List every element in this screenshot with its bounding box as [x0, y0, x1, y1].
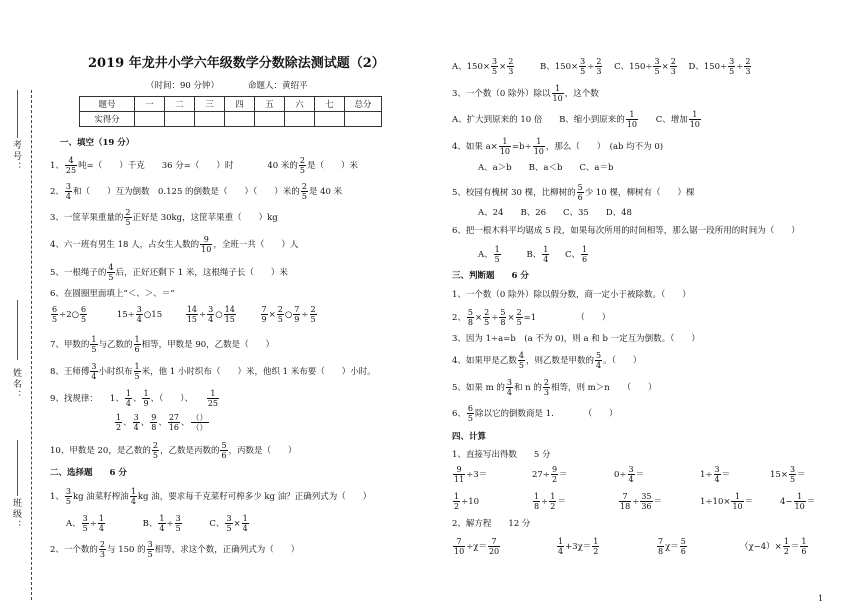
- score-header-cell: 二: [165, 97, 195, 112]
- exam-author: 命题人：黄绍平: [248, 81, 308, 91]
- choice-q1-options: A、 $\frac{3}{5}$ ÷ $\frac{1}{4}$ B、 $\frac{1}{4}$ ÷ $\frac{3}{5}$ C、 $\frac{3}{5}$ × $\frac{1}{4}$: [66, 514, 248, 533]
- name-label: 姓名：: [11, 368, 21, 401]
- score-cell: [345, 112, 382, 127]
- choice-q3: 3、一个数（0 除外）除以 $\frac{1}{10}$ ，这个数: [452, 84, 599, 103]
- section-fill-heading: 一、填空（19 分）: [60, 138, 135, 148]
- score-header-cell: 题号: [80, 97, 135, 112]
- calc-sub1-heading: 1、直接写出得数 5 分: [452, 450, 551, 460]
- score-header-cell: 一: [135, 97, 165, 112]
- score-cell: [255, 112, 285, 127]
- judge-q4: 4、如果甲是乙数 $\frac{4}{5}$ ，则乙数是甲数的 $\frac{5}{4}$ 。（ ）: [452, 351, 642, 370]
- calc-row2: $\frac{1}{2}$ ÷10 $\frac{1}{8}$ ÷ $\frac{1}{2}$ ＝ $\frac{7}{18}$ ÷ $\frac{35}{36}$ ＝ 1÷10× $\frac{1}{10}$ ＝ 4− $\frac{1}{10}$ ＝: [454, 492, 816, 511]
- section-judge-heading: 三、判断题 6 分: [452, 271, 529, 281]
- judge-q6: 6、 $\frac{6}{5}$ 除以它的倒数商是 1. （ ）: [452, 404, 618, 423]
- name-line: [17, 300, 18, 360]
- fill-q1: 1、 $\frac{4}{25}$ 吨=（ ）千克 36 分=（ ）时 40 米的 $\frac{2}{5}$ 是（ ）米: [50, 156, 359, 175]
- choice-q4: 4、如果 a× $\frac{1}{10}$ =b÷ $\frac{1}{10}$ ，那么（ ） (ab 均不为 0): [452, 137, 664, 156]
- judge-q5: 5、如果 m 的 $\frac{3}{4}$ 和 n 的 $\frac{2}{3}$ 相等，则 m＞n （ ）: [452, 378, 657, 397]
- score-header-cell: 四: [225, 97, 255, 112]
- score-table: [79, 96, 382, 127]
- binding-strip: [0, 0, 38, 614]
- score-row-label: 实得分: [80, 112, 135, 127]
- choice-q1: 1、 $\frac{3}{5}$ kg 油菜籽榨油 $\frac{1}{4}$ kg 油，要求每千克菜籽可榨多少 kg 油？正确列式为（ ）: [50, 487, 372, 506]
- choice-q3-options: A、扩大到原来的 10 倍 B、缩小到原来的 $\frac{1}{10}$ C、增加 $\frac{1}{10}$: [452, 110, 700, 129]
- judge-q3: 3、因为 1÷a=b (a 不为 0)，则 a 和 b 一定互为倒数。（ ）: [452, 334, 700, 344]
- score-header-cell: 三: [195, 97, 225, 112]
- fill-q9-row2: $\frac{1}{2}$ 、 $\frac{3}{4}$ 、 $\frac{9}{8}$ 、 $\frac{27}{16}$ 、 $\frac{()}{()}$: [116, 413, 208, 432]
- score-cell: [135, 112, 165, 127]
- score-cell: [285, 112, 315, 127]
- exam-no-line: [17, 90, 18, 138]
- score-header-cell: 七: [315, 97, 345, 112]
- score-table-header-row: [80, 97, 382, 112]
- exam-time: （时间：90 分钟）: [146, 81, 220, 91]
- fill-q10: 10、甲数是 20，是乙数的 $\frac{2}{5}$ ，乙数是丙数的 $\frac{5}{6}$ ，丙数是（ ）: [50, 441, 297, 460]
- fill-q9-row1: 9、找规律： 1、 $\frac{1}{4}$ 、 $\frac{1}{9}$ 、（ ）、 $\frac{1}{25}$: [50, 389, 218, 408]
- choice-q5: 5、校园有槐树 30 棵，比柳树的 $\frac{5}{6}$ 少 10 棵，柳树有（ ）棵: [452, 183, 695, 202]
- fill-q5: 5、一根绳子的 $\frac{4}{5}$ 后，正好还剩下 1 米，这根绳子长（ ）米: [50, 263, 288, 282]
- score-header-cell: 总分: [345, 97, 382, 112]
- choice-q6-options: A、 $\frac{1}{5}$ B、 $\frac{1}{4}$ C、 $\frac{1}{6}$: [478, 245, 588, 264]
- class-label: 班级：: [11, 498, 21, 531]
- choice-q2-options: A、150× $\frac{3}{5}$ × $\frac{2}{3}$ B、150× $\frac{3}{5}$ ÷ $\frac{2}{3}$ C、150÷ $\frac{3}{5}$ × $\frac{2}{3}$ D、150÷ $\frac{3}{5}$ ÷ $\frac{2}{3}$: [452, 57, 751, 76]
- score-cell: [315, 112, 345, 127]
- exam-title: 2019 年龙井小学六年级数学分数除法测试题（2）: [88, 56, 385, 71]
- fill-q7: 7、甲数的 $\frac{1}{5}$ 与乙数的 $\frac{1}{6}$ 相等，甲数是 90，乙数是（ ）: [50, 335, 275, 354]
- choice-q6: 6、把一根木料平均锯成 5 段，如果每次所用的时间相等，那么锯一段所用的时间为（ ）: [452, 226, 800, 236]
- page-number: 1: [818, 594, 824, 603]
- choice-q2: 2、一个数的 $\frac{2}{3}$ 与 150 的 $\frac{3}{5}$ 相等，求这个数，正确列式为（ ）: [50, 540, 300, 559]
- calc-equations: $\frac{7}{10}$ ÷χ＝ $\frac{7}{20}$ $\frac{1}{4}$ +3χ＝ $\frac{1}{2}$ $\frac{7}{8}$ χ＝ $\frac{5}{6}$ （χ−4）× $\frac{1}{2}$ ＝ $\frac{1}{6}$: [454, 537, 807, 556]
- score-header-cell: 五: [255, 97, 285, 112]
- section-choice-heading: 二、选择题 6 分: [50, 468, 127, 478]
- section-calc-heading: 四、计算: [452, 432, 487, 442]
- binding-dashed-line: [31, 90, 32, 600]
- choice-q4-options: A、a＞b B、a＜b C、a＝b: [478, 163, 614, 173]
- fill-q4: 4、六一班有男生 18 人，占女生人数的 $\frac{9}{10}$ ，全班一共（ ）人: [50, 235, 299, 254]
- class-line: [17, 440, 18, 496]
- score-table-score-row: [80, 112, 382, 127]
- fill-q2: 2、 $\frac{3}{4}$ 和（ ）互为倒数 0.125 的倒数是（ ）（ ）米的 $\frac{2}{5}$ 是 40 米: [50, 182, 343, 201]
- exam-no-label: 考号：: [11, 140, 21, 173]
- choice-q5-options: A、24 B、26 C、35 D、48: [478, 208, 632, 218]
- fill-q3: 3、一筐苹果重量的 $\frac{2}{5}$ 正好是 30kg，这筐苹果重（ ）kg: [50, 208, 278, 227]
- judge-q1: 1、一个数（0 除外）除以假分数，商一定小于被除数。（ ）: [452, 290, 691, 300]
- calc-row1: $\frac{9}{11}$ ÷3＝ 27÷ $\frac{9}{2}$ ＝ 0÷ $\frac{3}{4}$ ＝ 1÷ $\frac{3}{4}$ ＝ 15× $\frac{3}{5}$ ＝: [454, 465, 806, 484]
- score-header-cell: 六: [285, 97, 315, 112]
- score-cell: [165, 112, 195, 127]
- calc-sub2-heading: 2、解方程 12 分: [452, 519, 531, 529]
- fill-q8: 8、王师傅 $\frac{3}{4}$ 小时织布 $\frac{1}{5}$ 米，他 1 小时织布（ ）米，他织 1 米布要（ ）小时。: [50, 362, 376, 381]
- score-cell: [195, 112, 225, 127]
- judge-q2: 2、 $\frac{5}{8}$ × $\frac{2}{5}$ ÷ $\frac{5}{8}$ × $\frac{2}{5}$ =1 （ ）: [452, 308, 611, 327]
- fill-q6-items: $\frac{6}{5}$ ÷2○ $\frac{6}{5}$ 15÷ $\frac{3}{4}$ ○15 $\frac{14}{15}$ ÷ $\frac{3}{4}$ ○ $\frac{14}{15}$ $\frac{7}{9}$ × $\frac{2}{5}$ ○ $\frac{7}{9}$ ÷ $\frac{2}{5}$: [52, 305, 316, 324]
- fill-q6-title: 6、在圆圈里面填上“＜、＞、＝”: [50, 289, 175, 299]
- score-cell: [225, 112, 255, 127]
